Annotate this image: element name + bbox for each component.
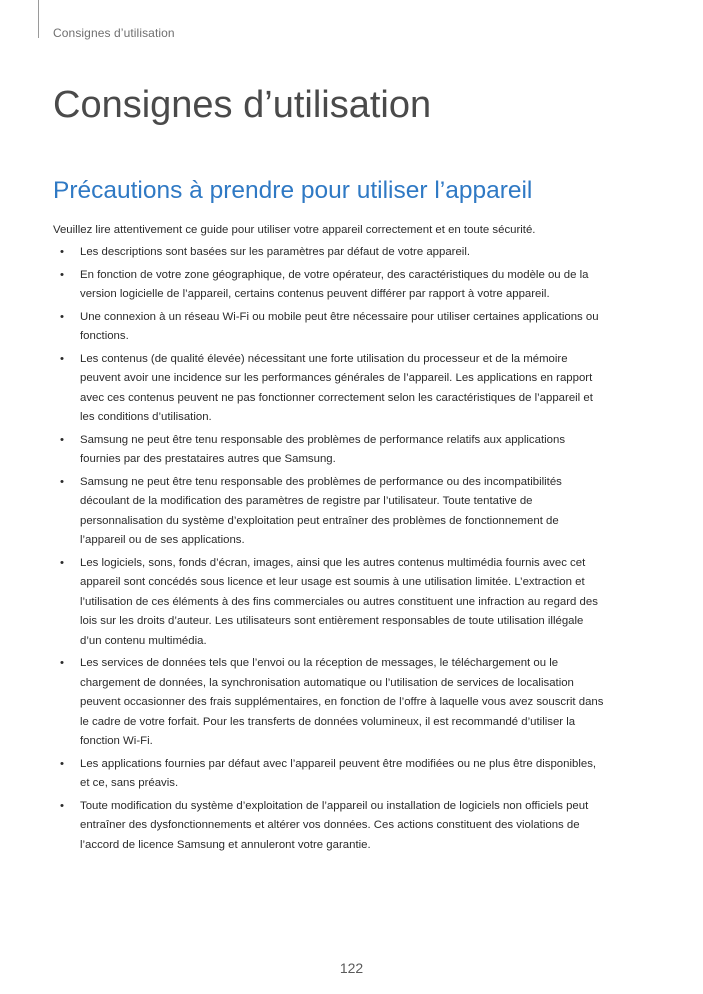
- list-item-text: peuvent avoir une incidence sur les performances générales de l’appareil. Les applications en rapport: [80, 372, 593, 384]
- list-item-text: Samsung ne peut être tenu responsable des problèmes de performance relatifs aux applications: [80, 433, 566, 446]
- list-item-text: Les logiciels, sons, fonds d’écran, images, ainsi que les autres contenus multimédia fournis avec cet: [80, 556, 586, 569]
- list-item: [53, 473, 653, 551]
- list-item-text: avec ces contenus peuvent ne pas fonctionner correctement selon les caractéristiques de l’appareil et: [80, 391, 593, 404]
- list-item: [53, 308, 653, 347]
- list-item-text: découlant de la modification des paramètres de registre par l’utilisateur. Toute tentative de: [80, 495, 533, 507]
- bullet-icon: •: [60, 433, 64, 446]
- bullet-icon: •: [60, 268, 64, 281]
- list-item: [53, 554, 653, 652]
- list-item: [53, 350, 653, 428]
- bullet-icon: •: [60, 799, 64, 812]
- list-item: [53, 755, 653, 794]
- list-item-text: Samsung ne peut être tenu responsable des problèmes de performance ou des incompatibilités: [80, 475, 562, 488]
- list-item-text: Toute modification du système d’exploitation de l’appareil ou installation de logiciels non officiels peut: [80, 799, 589, 812]
- bullet-icon: •: [60, 475, 64, 488]
- list-item: [53, 797, 653, 856]
- bullet-icon: •: [60, 757, 64, 770]
- list-item-text: chargement de données, la synchronisation automatique ou l’utilisation de services de localisation: [80, 676, 574, 689]
- bullet-icon: •: [60, 352, 64, 365]
- list-item-text: version logicielle de l’appareil, certains contenus peuvent différer par rapport à votre appareil.: [80, 288, 550, 300]
- list-item: [53, 266, 653, 305]
- list-item-text: l’appareil ou de ses applications.: [80, 534, 245, 546]
- list-item-text: les conditions d’utilisation.: [80, 411, 212, 423]
- list-item: [53, 654, 653, 752]
- list-item-text: entraîner des dysfonctionnements et altérer vos données. Ces actions constituent des violations de: [80, 819, 580, 831]
- bullet-icon: •: [60, 556, 64, 569]
- list-item-text: et ce, sans préavis.: [80, 777, 179, 789]
- list-item-text: personnalisation du système d’exploitation peut entraîner des problèmes de fonctionnement de: [80, 514, 559, 527]
- list-item-text: l’utilisation de ces éléments à des fins commerciales ou autres constituent une infraction au regard des: [80, 595, 598, 608]
- list-item: [53, 431, 653, 470]
- list-item-text: Les contenus (de qualité élevée) nécessitant une forte utilisation du processeur et de la mémoire: [80, 352, 568, 365]
- list-item-text: Les services de données tels que l’envoi ou la réception de messages, le téléchargement ou le: [80, 657, 559, 669]
- precautions-list: [53, 243, 653, 858]
- list-item-text: Les applications fournies par défaut avec l’appareil peuvent être modifiées ou ne plus être disponibles,: [80, 757, 597, 770]
- running-header: Consignes d’utilisation: [53, 26, 175, 40]
- list-item-text: Les descriptions sont basées sur les paramètres par défaut de votre appareil.: [80, 246, 471, 258]
- page-number: 122: [339, 960, 364, 976]
- list-item-text: peuvent occasionner des frais supplémentaires, en fonction de l’offre à laquelle vous avez souscrit dans: [80, 696, 604, 708]
- intro-paragraph: Veuillez lire attentivement ce guide pour utiliser votre appareil correctement et en toute sécurité.: [53, 224, 536, 236]
- list-item-text: fonctions.: [80, 330, 129, 342]
- list-item-text: d’un contenu multimédia.: [80, 634, 207, 647]
- list-item-text: En fonction de votre zone géographique, de votre opérateur, des caractéristiques du modèle ou de la: [80, 268, 589, 281]
- list-item-text: lois sur les droits d’auteur. Les utilisateurs sont entièrement responsables de toute utilisation illégale: [80, 615, 584, 627]
- bullet-icon: •: [60, 657, 64, 669]
- list-item-text: Une connexion à un réseau Wi-Fi ou mobile peut être nécessaire pour utiliser certaines applications ou: [80, 310, 599, 323]
- bullet-icon: •: [60, 246, 64, 258]
- list-item-text: le cadre de votre forfait. Pour les transferts de données volumineux, il est recommandé d’utiliser la: [80, 715, 576, 728]
- section-title: Précautions à prendre pour utiliser l’appareil: [53, 177, 533, 204]
- list-item: [53, 243, 653, 263]
- list-item-text: fonction Wi-Fi.: [80, 735, 153, 747]
- bullet-icon: •: [60, 310, 64, 323]
- list-item-text: fournies par des prestataires autres que Samsung.: [80, 453, 336, 465]
- list-item-text: l’accord de licence Samsung et annuleront votre garantie.: [80, 838, 371, 851]
- list-item-text: appareil sont concédés sous licence et leur usage est soumis à une utilisation limitée. L’extraction et: [80, 576, 585, 588]
- page-title: Consignes d’utilisation: [53, 84, 432, 126]
- header-divider: [38, 0, 39, 38]
